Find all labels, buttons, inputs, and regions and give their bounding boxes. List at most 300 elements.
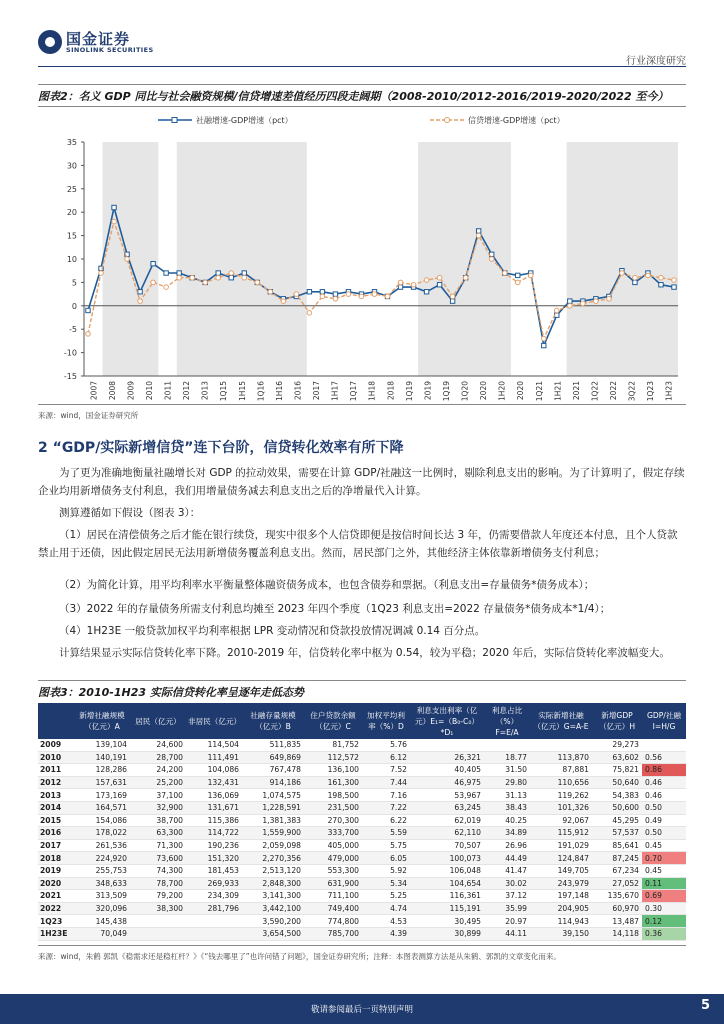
table-cell: 348,633 [74, 877, 130, 890]
data-point [463, 275, 468, 280]
table-cell: 231,500 [304, 801, 362, 814]
table-cell: 313,509 [74, 890, 130, 903]
y-tick-label: 30 [66, 161, 77, 171]
data-point [242, 271, 246, 275]
table-cell: 41.47 [484, 864, 530, 877]
shaded-period [177, 142, 307, 376]
table-row [38, 801, 686, 814]
table-cell: 112,572 [304, 751, 362, 764]
data-point [476, 233, 481, 238]
table-cell: 3,590,200 [242, 915, 304, 928]
footer-disclaimer: 敬请参阅最后一页特别声明 [310, 1005, 413, 1015]
data-point [307, 311, 312, 316]
table-cell [530, 739, 592, 751]
y-tick-label: -5 [69, 325, 77, 335]
y-tick-label: 15 [66, 231, 77, 241]
table-cell: 2,848,300 [242, 877, 304, 890]
data-point [307, 290, 311, 294]
data-point [294, 292, 299, 297]
table-cell: 5.75 [362, 839, 410, 852]
table-cell: 24,200 [130, 764, 186, 777]
table-column-header [38, 703, 74, 739]
figure2-top-rule [38, 84, 686, 85]
table-cell: 136,100 [304, 764, 362, 777]
table-cell: 0.56 [642, 751, 686, 764]
table-row [38, 902, 686, 915]
x-tick-label: 3Q22 [627, 381, 637, 402]
table-body [38, 739, 686, 940]
shaded-period [418, 142, 511, 376]
table-cell: 110,656 [530, 776, 592, 789]
table-column-header: 新增社融规模（亿元）A [74, 703, 130, 739]
table-column-header: 社融存量规模（亿元）B [242, 703, 304, 739]
data-point [411, 282, 416, 287]
data-point [398, 285, 402, 289]
table-cell: 31.13 [484, 789, 530, 802]
table-cell: 785,700 [304, 927, 362, 940]
table-cell: 30,495 [410, 915, 484, 928]
data-point [112, 219, 117, 224]
data-point [672, 278, 677, 283]
table-cell: 135,670 [592, 890, 642, 903]
table-cell: 53,967 [410, 789, 484, 802]
table-cell: 63,245 [410, 801, 484, 814]
table-column-header: GDP/社融 I=H/G [642, 703, 686, 739]
table-row [38, 877, 686, 890]
figure3-top-rule [38, 680, 686, 681]
table-cell: 234,309 [186, 890, 242, 903]
x-tick-label: 1Q17 [349, 381, 359, 402]
data-point [607, 296, 612, 301]
table-cell: 0.86 [642, 764, 686, 777]
table-cell: 157,631 [74, 776, 130, 789]
x-tick-label: 2018 [386, 381, 396, 401]
table-cell: 0.49 [642, 814, 686, 827]
table-cell: 4.74 [362, 902, 410, 915]
table-cell: 204,905 [530, 902, 592, 915]
data-point [489, 257, 494, 262]
table-cell: 50,600 [592, 801, 642, 814]
table-cell: 63,602 [592, 751, 642, 764]
data-point [372, 292, 377, 297]
table-cell [130, 915, 186, 928]
data-point [229, 271, 234, 276]
table-cell: 154,086 [74, 814, 130, 827]
table-cell: 40,405 [410, 764, 484, 777]
y-tick-label: 0 [71, 301, 77, 311]
table-cell: 116,361 [410, 890, 484, 903]
x-tick-label: 2022 [609, 381, 619, 401]
data-point [502, 271, 507, 276]
table-cell: 27,052 [592, 877, 642, 890]
figure3-source: 来源：wind，朱鹤 郭凯《稳需求还是稳杠杆？》《“钱去哪里了”也许问错了问题》，国金证券研究所；注释：本图表测算方法是从朱鹤、郭凯的文章变化而来。 [38, 952, 561, 961]
table-cell: 145,438 [74, 915, 130, 928]
data-point [268, 289, 273, 294]
table-cell: 75,821 [592, 764, 642, 777]
data-point [333, 296, 338, 301]
x-tick-label: 1Q22 [590, 381, 600, 402]
data-point [516, 273, 520, 277]
table-row-label: 2013 [38, 789, 74, 802]
table-cell: 1,381,383 [242, 814, 304, 827]
table-cell: 62,110 [410, 827, 484, 840]
table-cell: 29.80 [484, 776, 530, 789]
table-cell: 100,073 [410, 852, 484, 865]
table-cell: 73,600 [130, 852, 186, 865]
table-cell: 39,150 [530, 927, 592, 940]
table-cell: 114,722 [186, 827, 242, 840]
data-point [164, 285, 169, 290]
data-point [242, 275, 247, 280]
x-tick-label: 2011 [163, 381, 173, 401]
x-tick-label: 1H23 [664, 381, 674, 401]
x-tick-label: 1Q23 [646, 381, 656, 402]
table-row [38, 764, 686, 777]
x-tick-label: 2008 [107, 381, 117, 401]
table-cell: 115,912 [530, 827, 592, 840]
table-cell: 87,881 [530, 764, 592, 777]
data-point [255, 280, 260, 285]
x-tick-label: 1Q15 [219, 381, 229, 402]
table-cell: 70,049 [74, 927, 130, 940]
data-point [450, 299, 454, 303]
table-cell: 71,300 [130, 839, 186, 852]
data-point [659, 275, 664, 280]
figure2-title-rule [38, 106, 686, 107]
table-cell: 0.46 [642, 789, 686, 802]
data-point [437, 275, 442, 280]
data-point [138, 299, 143, 304]
table-cell: 35.99 [484, 902, 530, 915]
table-cell: 30.02 [484, 877, 530, 890]
table-cell [186, 915, 242, 928]
figure2-title: 图表2：名义 GDP 同比与社会融资规模/信贷增速差值经历四段走阔期（2008-2010/2012-2016/2019-2020/2022 至今） [38, 90, 669, 103]
table-cell: 2,059,098 [242, 839, 304, 852]
table-row [38, 739, 686, 751]
data-point [125, 257, 130, 262]
table-cell: 85,641 [592, 839, 642, 852]
data-point [385, 294, 390, 299]
table-cell: 5.76 [362, 739, 410, 751]
table-cell: 25,200 [130, 776, 186, 789]
table-cell: 164,571 [74, 801, 130, 814]
data-point [99, 271, 104, 276]
data-point [229, 276, 233, 280]
shaded-period [567, 142, 678, 376]
page-number: 5 [700, 998, 710, 1013]
shaded-period [103, 142, 159, 376]
table-row [38, 839, 686, 852]
table-cell: 7.44 [362, 776, 410, 789]
header-divider [38, 66, 686, 67]
table-cell: 178,022 [74, 827, 130, 840]
table-cell: 6.05 [362, 852, 410, 865]
table-cell: 7.22 [362, 801, 410, 814]
table-row-label: 2017 [38, 839, 74, 852]
data-point [216, 271, 220, 275]
data-point [581, 301, 586, 306]
data-point [476, 229, 480, 233]
data-point [151, 280, 156, 285]
table-cell: 106,048 [410, 864, 484, 877]
data-point [620, 271, 625, 276]
paragraph-intro: 为了更为准确地衡量社融增长对 GDP 的拉动效果，需要在计算 GDP/社融这一比例时，剔除利息支出的影响。为了计算明了，假定存续企业均用新增债务支付利息，我们用增量债务减去利息支出之后的净增量代入计算。 [38, 467, 685, 497]
table-cell: 405,000 [304, 839, 362, 852]
data-point [398, 280, 403, 285]
data-point [424, 290, 428, 294]
table-cell: 6.22 [362, 814, 410, 827]
data-point [659, 283, 663, 287]
table-cell: 3,442,100 [242, 902, 304, 915]
table-column-header: 利息占比（%）F=E/A [484, 703, 530, 739]
table-cell: 115,191 [410, 902, 484, 915]
data-point [190, 275, 195, 280]
table-cell: 40.25 [484, 814, 530, 827]
x-tick-label: 2007 [89, 381, 99, 401]
table-cell: 2,513,120 [242, 864, 304, 877]
table-cell: 767,478 [242, 764, 304, 777]
x-tick-label: 2021 [571, 381, 581, 401]
table-cell: 30,899 [410, 927, 484, 940]
table-cell: 3,654,500 [242, 927, 304, 940]
x-tick-label: 2017 [312, 381, 322, 401]
table-cell: 81,752 [304, 739, 362, 751]
table-row-label: 2019 [38, 864, 74, 877]
paragraph-assumption-4: （4）1H23E 一般贷款加权平均利率根据 LPR 变动情况和贷款投放情况调减 0.14 百分点。 [59, 625, 486, 637]
table-cell: 261,536 [74, 839, 130, 852]
table-row-label: 2012 [38, 776, 74, 789]
table-row-label: 2011 [38, 764, 74, 777]
table-cell [130, 927, 186, 940]
table-cell: 0.46 [642, 776, 686, 789]
data-point [646, 273, 651, 278]
table-cell: 243,979 [530, 877, 592, 890]
table-cell: 26.96 [484, 839, 530, 852]
x-tick-label: 1Q19 [404, 381, 414, 402]
x-tick-label: 1Q19 [441, 381, 451, 402]
table-cell: 60,970 [592, 902, 642, 915]
table-cell: 1,228,591 [242, 801, 304, 814]
data-point [216, 275, 221, 280]
table-cell: 0.45 [642, 839, 686, 852]
table-cell: 281,796 [186, 902, 242, 915]
data-point [633, 280, 637, 284]
table-cell: 119,262 [530, 789, 592, 802]
data-point [542, 343, 546, 347]
data-point [112, 205, 116, 209]
table-cell: 151,320 [186, 852, 242, 865]
figure2-line-chart [38, 112, 686, 402]
table-row [38, 814, 686, 827]
table-cell: 38,700 [130, 814, 186, 827]
table-cell: 320,096 [74, 902, 130, 915]
table-cell: 46,975 [410, 776, 484, 789]
table-column-header: 非居民（亿元） [186, 703, 242, 739]
table-cell: 255,753 [74, 864, 130, 877]
data-point [281, 299, 286, 304]
table-cell: 0.36 [642, 927, 686, 940]
table-cell: 149,705 [530, 864, 592, 877]
table-cell: 104,086 [186, 764, 242, 777]
figure2-bottom-rule [38, 404, 686, 405]
figure2-source: 来源：wind，国金证券研究所 [38, 411, 139, 420]
table-cell: 136,069 [186, 789, 242, 802]
data-point [568, 299, 572, 303]
table-cell: 44.49 [484, 852, 530, 865]
paragraph-conclusion: 计算结果显示实际信贷转化率下降。2010-2019 年，信贷转化率中枢为 0.54，较为平稳；2020 年后，实际信贷转化率波幅变大。 [59, 647, 670, 659]
table-cell: 29,273 [592, 739, 642, 751]
table-cell: 914,186 [242, 776, 304, 789]
x-tick-label: 2010 [144, 381, 154, 401]
table-cell: 63,300 [130, 827, 186, 840]
table-cell: 26,321 [410, 751, 484, 764]
x-tick-label: 2013 [200, 381, 210, 401]
table-row-label: 2010 [38, 751, 74, 764]
data-point [555, 308, 560, 313]
table-row [38, 890, 686, 903]
table-cell: 50,640 [592, 776, 642, 789]
table-cell: 749,400 [304, 902, 362, 915]
table-cell: 161,300 [304, 776, 362, 789]
table-cell [642, 739, 686, 751]
table-cell: 38,300 [130, 902, 186, 915]
table-column-header: 利息支出利率（亿元）E₁=（B₀-C₀）*D₁ [410, 703, 484, 739]
table-cell: 54,383 [592, 789, 642, 802]
table-cell: 62,019 [410, 814, 484, 827]
data-point [151, 261, 155, 265]
table-cell: 198,500 [304, 789, 362, 802]
table-cell [186, 927, 242, 940]
table-cell: 28,700 [130, 751, 186, 764]
table-cell: 113,870 [530, 751, 592, 764]
figure3-bottom-rule [38, 945, 686, 946]
table-cell: 1,559,900 [242, 827, 304, 840]
report-type: 行业深度研究 [626, 56, 686, 67]
data-point [346, 292, 351, 297]
table-column-header: 住户贷款余额（亿元）C [304, 703, 362, 739]
table-cell: 5.92 [362, 864, 410, 877]
table-cell: 2,270,356 [242, 852, 304, 865]
table-cell: 104,654 [410, 877, 484, 890]
y-tick-label: 5 [71, 278, 77, 288]
table-cell: 181,453 [186, 864, 242, 877]
table-cell: 20.97 [484, 915, 530, 928]
x-tick-label: 2016 [293, 381, 303, 401]
table-cell: 224,920 [74, 852, 130, 865]
table-cell: 0.12 [642, 915, 686, 928]
table-cell: 479,000 [304, 852, 362, 865]
y-tick-label: 35 [66, 138, 77, 147]
table-cell: 333,700 [304, 827, 362, 840]
x-tick-label: 1Q21 [534, 381, 544, 402]
table-row-label: 2014 [38, 801, 74, 814]
table-row-label: 1Q23 [38, 915, 74, 928]
data-point [177, 271, 181, 275]
table-cell: 131,671 [186, 801, 242, 814]
y-tick-label: -15 [63, 372, 77, 381]
y-tick-label: 25 [66, 184, 77, 194]
table-cell: 0.69 [642, 890, 686, 903]
table-cell: 711,100 [304, 890, 362, 903]
data-point [138, 290, 142, 294]
logo-english-name: SINOLINK SECURITIES [66, 46, 154, 54]
table-cell: 14,118 [592, 927, 642, 940]
paragraph-assumptions: 测算遵循如下假设（图表 3）： [59, 507, 201, 519]
table-cell: 191,029 [530, 839, 592, 852]
x-tick-label: 1H18 [367, 381, 377, 401]
table-column-header: 实际新增社融（亿元）G=A-E [530, 703, 592, 739]
table-cell: 270,300 [304, 814, 362, 827]
table-cell: 38.43 [484, 801, 530, 814]
x-tick-label: 1H20 [497, 381, 507, 401]
table-cell: 511,835 [242, 739, 304, 751]
table-cell: 79,200 [130, 890, 186, 903]
table-cell: 34.89 [484, 827, 530, 840]
data-point [359, 294, 364, 299]
table-cell: 114,504 [186, 739, 242, 751]
table-cell: 139,104 [74, 739, 130, 751]
table-cell: 0.50 [642, 801, 686, 814]
x-tick-label: 2012 [182, 381, 192, 401]
table-cell: 7.16 [362, 789, 410, 802]
table-cell: 132,431 [186, 776, 242, 789]
table-row-label: 1H23E [38, 927, 74, 940]
table-cell: 128,286 [74, 764, 130, 777]
y-tick-label: 10 [66, 255, 77, 264]
x-tick-label: 2009 [126, 381, 136, 401]
data-point [568, 304, 573, 309]
data-point [333, 292, 337, 296]
table-cell: 0.30 [642, 902, 686, 915]
data-point [633, 275, 638, 280]
data-point [86, 332, 91, 337]
x-tick-label: 1Q16 [256, 381, 266, 402]
table-header-row [38, 703, 686, 739]
table-cell: 115,386 [186, 814, 242, 827]
figure3-data-table [38, 703, 686, 941]
table-row [38, 927, 686, 940]
table-cell: 649,869 [242, 751, 304, 764]
table-column-header: 新增GDP（亿元）H [592, 703, 642, 739]
table-cell [484, 739, 530, 751]
y-tick-label: 20 [66, 208, 77, 218]
table-row [38, 827, 686, 840]
table-row-label: 2022 [38, 902, 74, 915]
x-tick-label: 1Q20 [460, 381, 470, 402]
table-cell: 124,847 [530, 852, 592, 865]
data-point [424, 278, 429, 283]
table-cell: 0.45 [642, 864, 686, 877]
table-cell: 173,169 [74, 789, 130, 802]
table-cell: 5.59 [362, 827, 410, 840]
data-point [528, 273, 533, 278]
table-cell: 78,700 [130, 877, 186, 890]
table-row-label: 2016 [38, 827, 74, 840]
table-cell: 32,900 [130, 801, 186, 814]
table-row [38, 915, 686, 928]
table-row-label: 2018 [38, 852, 74, 865]
table-cell [410, 739, 484, 751]
data-point [672, 285, 676, 289]
table-row-label: 2015 [38, 814, 74, 827]
table-cell: 1,074,575 [242, 789, 304, 802]
table-cell: 197,148 [530, 890, 592, 903]
table-cell: 101,326 [530, 801, 592, 814]
table-cell: 70,507 [410, 839, 484, 852]
legend-marker [445, 118, 450, 123]
table-cell: 92,067 [530, 814, 592, 827]
table-row [38, 852, 686, 865]
